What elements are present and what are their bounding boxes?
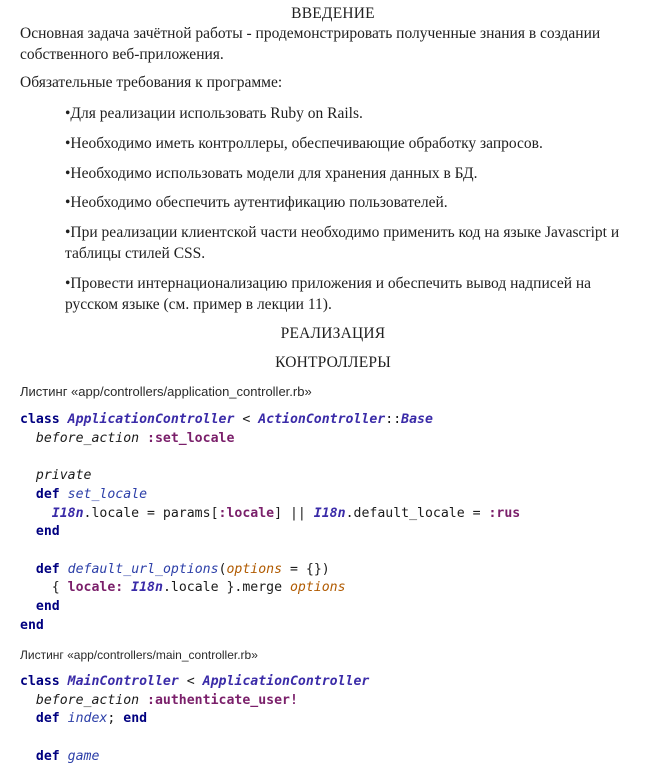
- code-line: def default_url_options(options = {}): [35, 561, 330, 577]
- code-line: class MainController < ApplicationController: [20, 674, 370, 689]
- code-line: end: [20, 617, 44, 633]
- intro-paragraph: Основная задача зачётной работы - продемонстрировать полученные знания в создании собственного веб-приложения.: [20, 25, 601, 63]
- listing-caption: Листинг «app/controllers/main_controller.rb»: [20, 648, 258, 662]
- requirement-item: •Необходимо иметь контроллеры, обеспечивающие обработку запросов.: [65, 135, 543, 152]
- implementation-heading: РЕАЛИЗАЦИЯ: [280, 325, 386, 342]
- code-listing-application-controller: [20, 411, 520, 635]
- code-line: def index; end: [35, 711, 148, 727]
- code-line: class ApplicationController < ActionController::Base: [20, 412, 433, 427]
- requirement-item: •Необходимо использовать модели для хранения данных в БД.: [65, 165, 478, 182]
- requirement-item: •Для реализации использовать Ruby on Rails.: [65, 105, 363, 122]
- requirements-intro: Обязательные требования к программе:: [20, 74, 283, 91]
- listing-caption: Листинг «app/controllers/application_controller.rb»: [20, 384, 312, 399]
- requirement-item: •Необходимо обеспечить аутентификацию пользователей.: [65, 194, 448, 211]
- requirement-item: •Провести интернационализацию приложения и обеспечить вывод надписей на русском языке (см. пример в лекции 11).: [65, 275, 592, 313]
- controllers-subheading: КОНТРОЛЛЕРЫ: [275, 354, 391, 371]
- code-line: end: [35, 599, 60, 615]
- code-line: before_action :set_locale: [20, 430, 235, 446]
- code-line: def set_locale: [35, 486, 148, 502]
- code-line: end: [35, 524, 60, 540]
- requirement-item: •При реализации клиентской части необходимо применить код на языке Javascript и таблицы стилей CSS.: [65, 224, 620, 262]
- code-line: { locale: I18n.locale }.merge options: [20, 580, 346, 596]
- code-line: I18n.locale = params[:locale] || I18n.default_locale = :rus: [51, 505, 521, 521]
- intro-heading: ВВЕДЕНИЕ: [291, 5, 375, 22]
- code-line: before_action :authenticate_user!: [20, 692, 298, 708]
- code-line: private: [20, 468, 92, 484]
- code-listing-main-controller: [20, 673, 369, 767]
- code-line: def game: [35, 748, 100, 764]
